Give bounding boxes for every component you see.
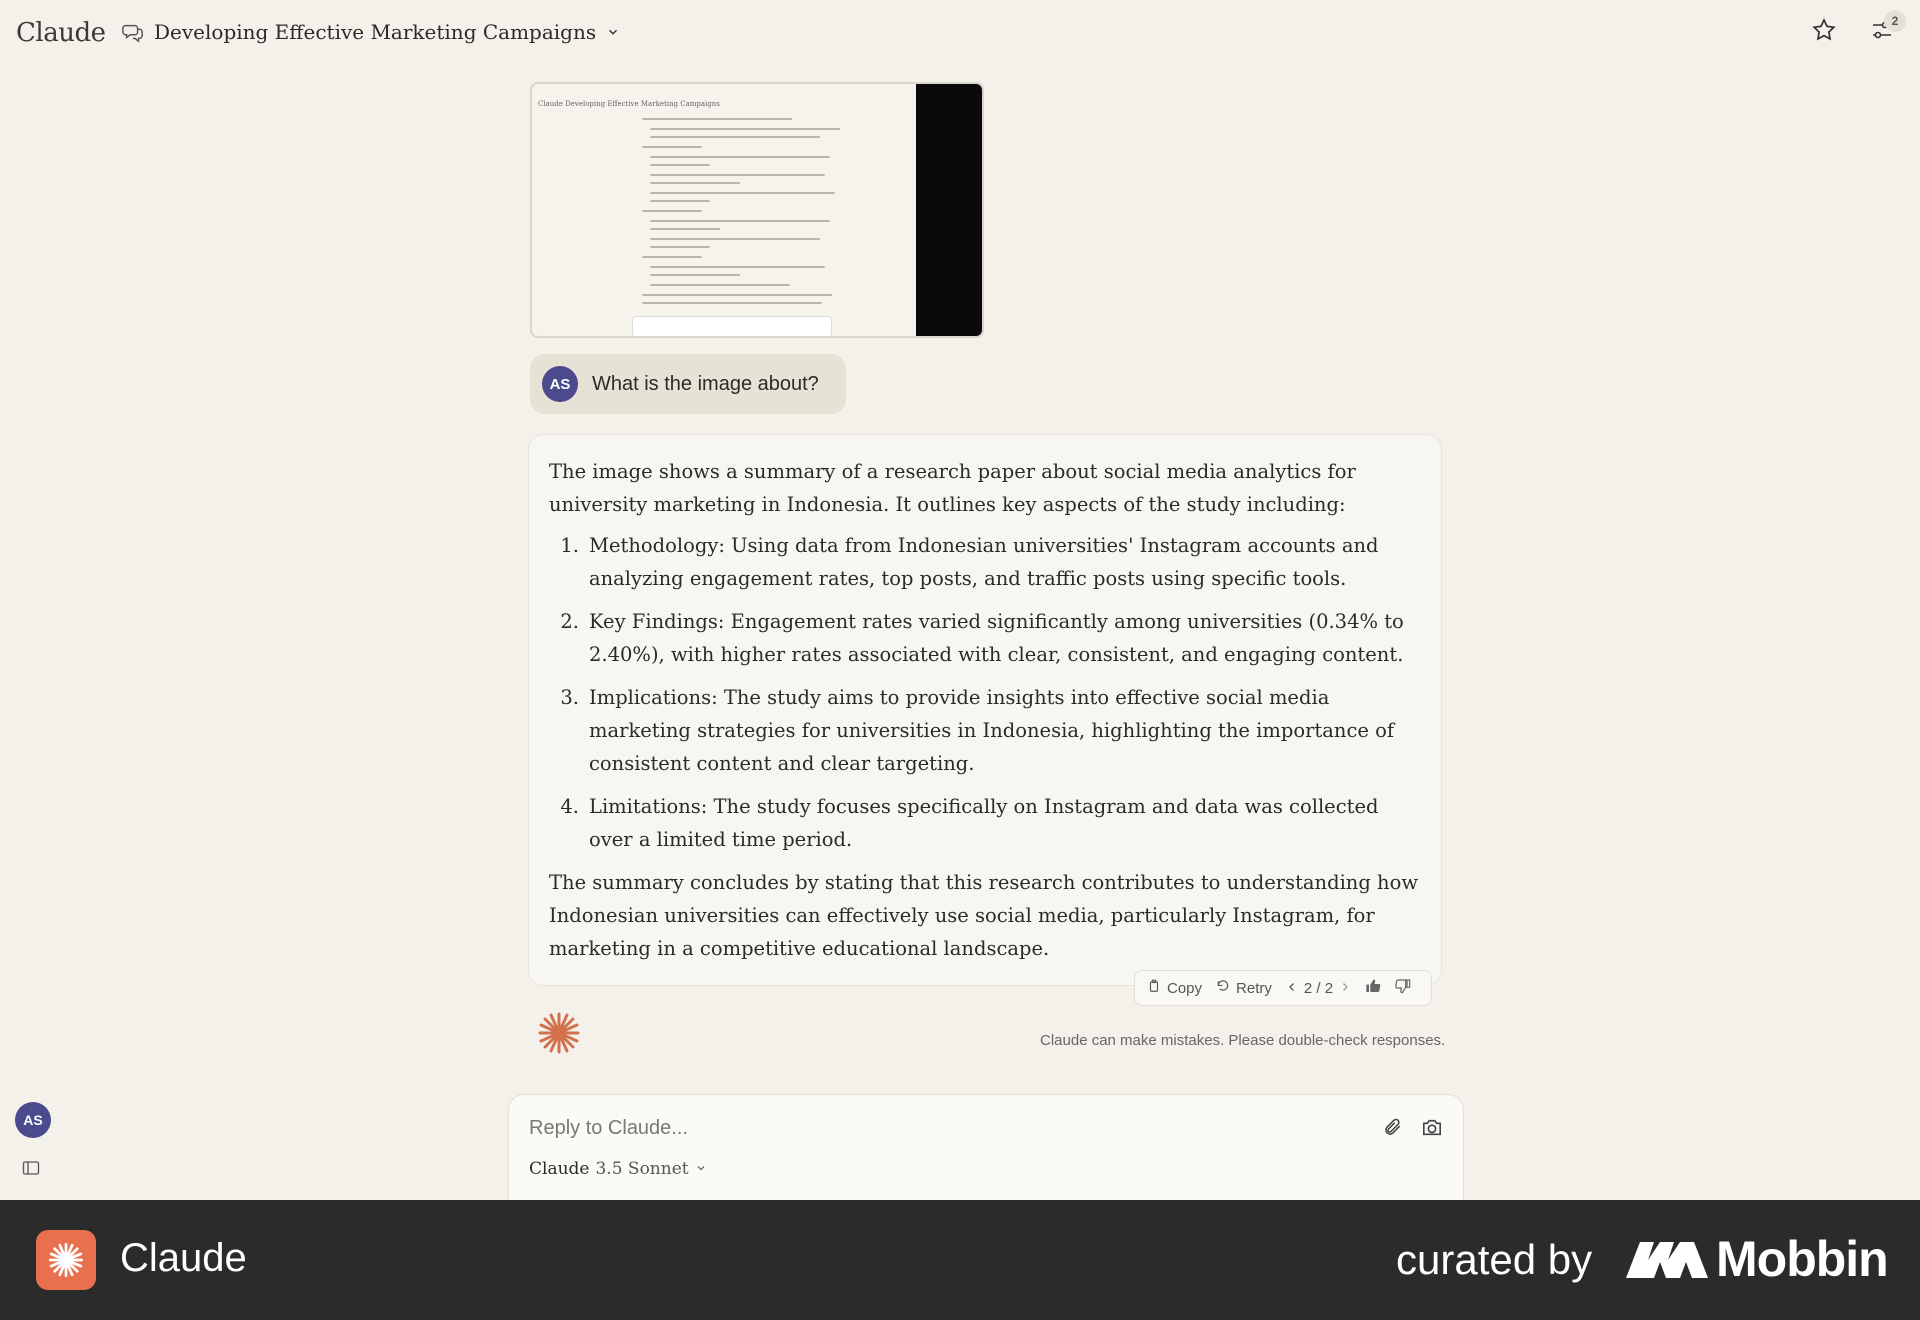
list-item-number: 4.: [560, 795, 579, 818]
reply-input[interactable]: Reply to Claude...: [529, 1117, 688, 1139]
assistant-conclusion: The summary concludes by stating that this research contributes to understanding how Indonesian universities can effectively use social media, particularly Instagram, for marketing in a competitive educational landscape.: [549, 871, 1419, 960]
sidebar-panel-icon: [22, 1163, 40, 1180]
model-selector[interactable]: [529, 1159, 707, 1179]
list-item-number: 3.: [560, 686, 579, 709]
mobbin-logo-icon: [1626, 1238, 1708, 1285]
avatar: AS: [542, 366, 578, 402]
chat-bubbles-icon: [122, 21, 144, 43]
response-pager: [1286, 980, 1351, 997]
screenshot-button[interactable]: [1421, 1117, 1443, 1142]
app-logo[interactable]: Claude: [16, 18, 106, 48]
sidebar-toggle-button[interactable]: [22, 1160, 40, 1181]
retry-button[interactable]: [1216, 979, 1272, 997]
list-item-text: Limitations: The study focuses specifically on Instagram and data was collected over a limited time period.: [589, 795, 1379, 851]
chevron-right-icon[interactable]: [1339, 980, 1351, 997]
top-bar: [0, 0, 1920, 70]
list-item: [549, 529, 1421, 595]
thumbs-up-button[interactable]: [1365, 978, 1381, 998]
disclaimer-text: Claude can make mistakes. Please double-check responses.: [1040, 1032, 1446, 1049]
claude-spark-icon: [536, 1010, 582, 1061]
star-button[interactable]: [1810, 18, 1838, 46]
user-message: [530, 354, 846, 414]
star-icon: [1811, 17, 1837, 48]
list-item-text: Key Findings: Engagement rates varied significantly among universities (0.34% to 2.40%), with higher rates associated with clear, consistent, and engaging content.: [589, 610, 1404, 666]
list-item: [549, 605, 1421, 671]
attach-file-button[interactable]: [1383, 1117, 1403, 1142]
sidebar-user-avatar[interactable]: AS: [15, 1102, 51, 1138]
notification-badge: 2: [1884, 10, 1906, 32]
clipboard-icon: [1147, 979, 1161, 997]
chevron-left-icon[interactable]: [1286, 980, 1298, 997]
thumbs-down-button[interactable]: [1395, 978, 1411, 998]
message-actions: [1134, 970, 1432, 1006]
list-item-text: Implications: The study aims to provide insights into effective social media marketing strategies for universities in Indonesia, highlighting the importance of consistent content and clear targeting.: [589, 686, 1395, 775]
assistant-intro: The image shows a summary of a research paper about social media analytics for university marketing in Indonesia. It outlines key aspects of the study including:: [549, 460, 1356, 516]
retry-label: Retry: [1236, 979, 1272, 997]
reply-composer: [508, 1094, 1464, 1204]
list-item: [549, 790, 1421, 856]
copy-label: Copy: [1167, 979, 1203, 997]
mobbin-wordmark: Mobbin: [1716, 1231, 1888, 1287]
mobbin-footer: [0, 1200, 1920, 1320]
assistant-list: [549, 529, 1421, 856]
paperclip-icon: [1383, 1117, 1403, 1137]
model-name: Claude: [529, 1159, 590, 1179]
user-message-text: What is the image about?: [592, 372, 819, 395]
settings-button[interactable]: [1868, 14, 1899, 46]
conversation-title: Developing Effective Marketing Campaigns: [154, 20, 597, 44]
chevron-down-icon: [695, 1159, 707, 1179]
claude-app-icon: [36, 1230, 96, 1290]
list-item-text: Methodology: Using data from Indonesian universities' Instagram accounts and analyzing engagement rates, top posts, and traffic posts using specific tools.: [589, 534, 1379, 590]
model-version: 3.5 Sonnet: [595, 1159, 689, 1179]
thumbnail-composer: [632, 316, 832, 338]
copy-button[interactable]: [1147, 979, 1202, 997]
thumbs-down-icon: [1395, 978, 1411, 998]
thumbnail-caption: Claude Developing Effective Marketing Campaigns: [538, 100, 720, 108]
chevron-down-icon: [606, 25, 620, 39]
pager-label: 2 / 2: [1303, 979, 1334, 997]
attached-screenshot-thumbnail[interactable]: [530, 82, 984, 338]
curated-by-label: curated by: [1396, 1236, 1593, 1283]
camera-icon: [1421, 1117, 1443, 1137]
assistant-message: [528, 434, 1442, 986]
list-item: [549, 681, 1421, 780]
retry-icon: [1216, 979, 1230, 997]
thumbnail-dark-panel: [916, 84, 982, 336]
conversation-title-button[interactable]: [122, 20, 620, 44]
thumbs-up-icon: [1365, 978, 1381, 998]
footer-app-name: Claude: [120, 1236, 247, 1280]
list-item-number: 1.: [560, 534, 579, 557]
list-item-number: 2.: [560, 610, 579, 633]
